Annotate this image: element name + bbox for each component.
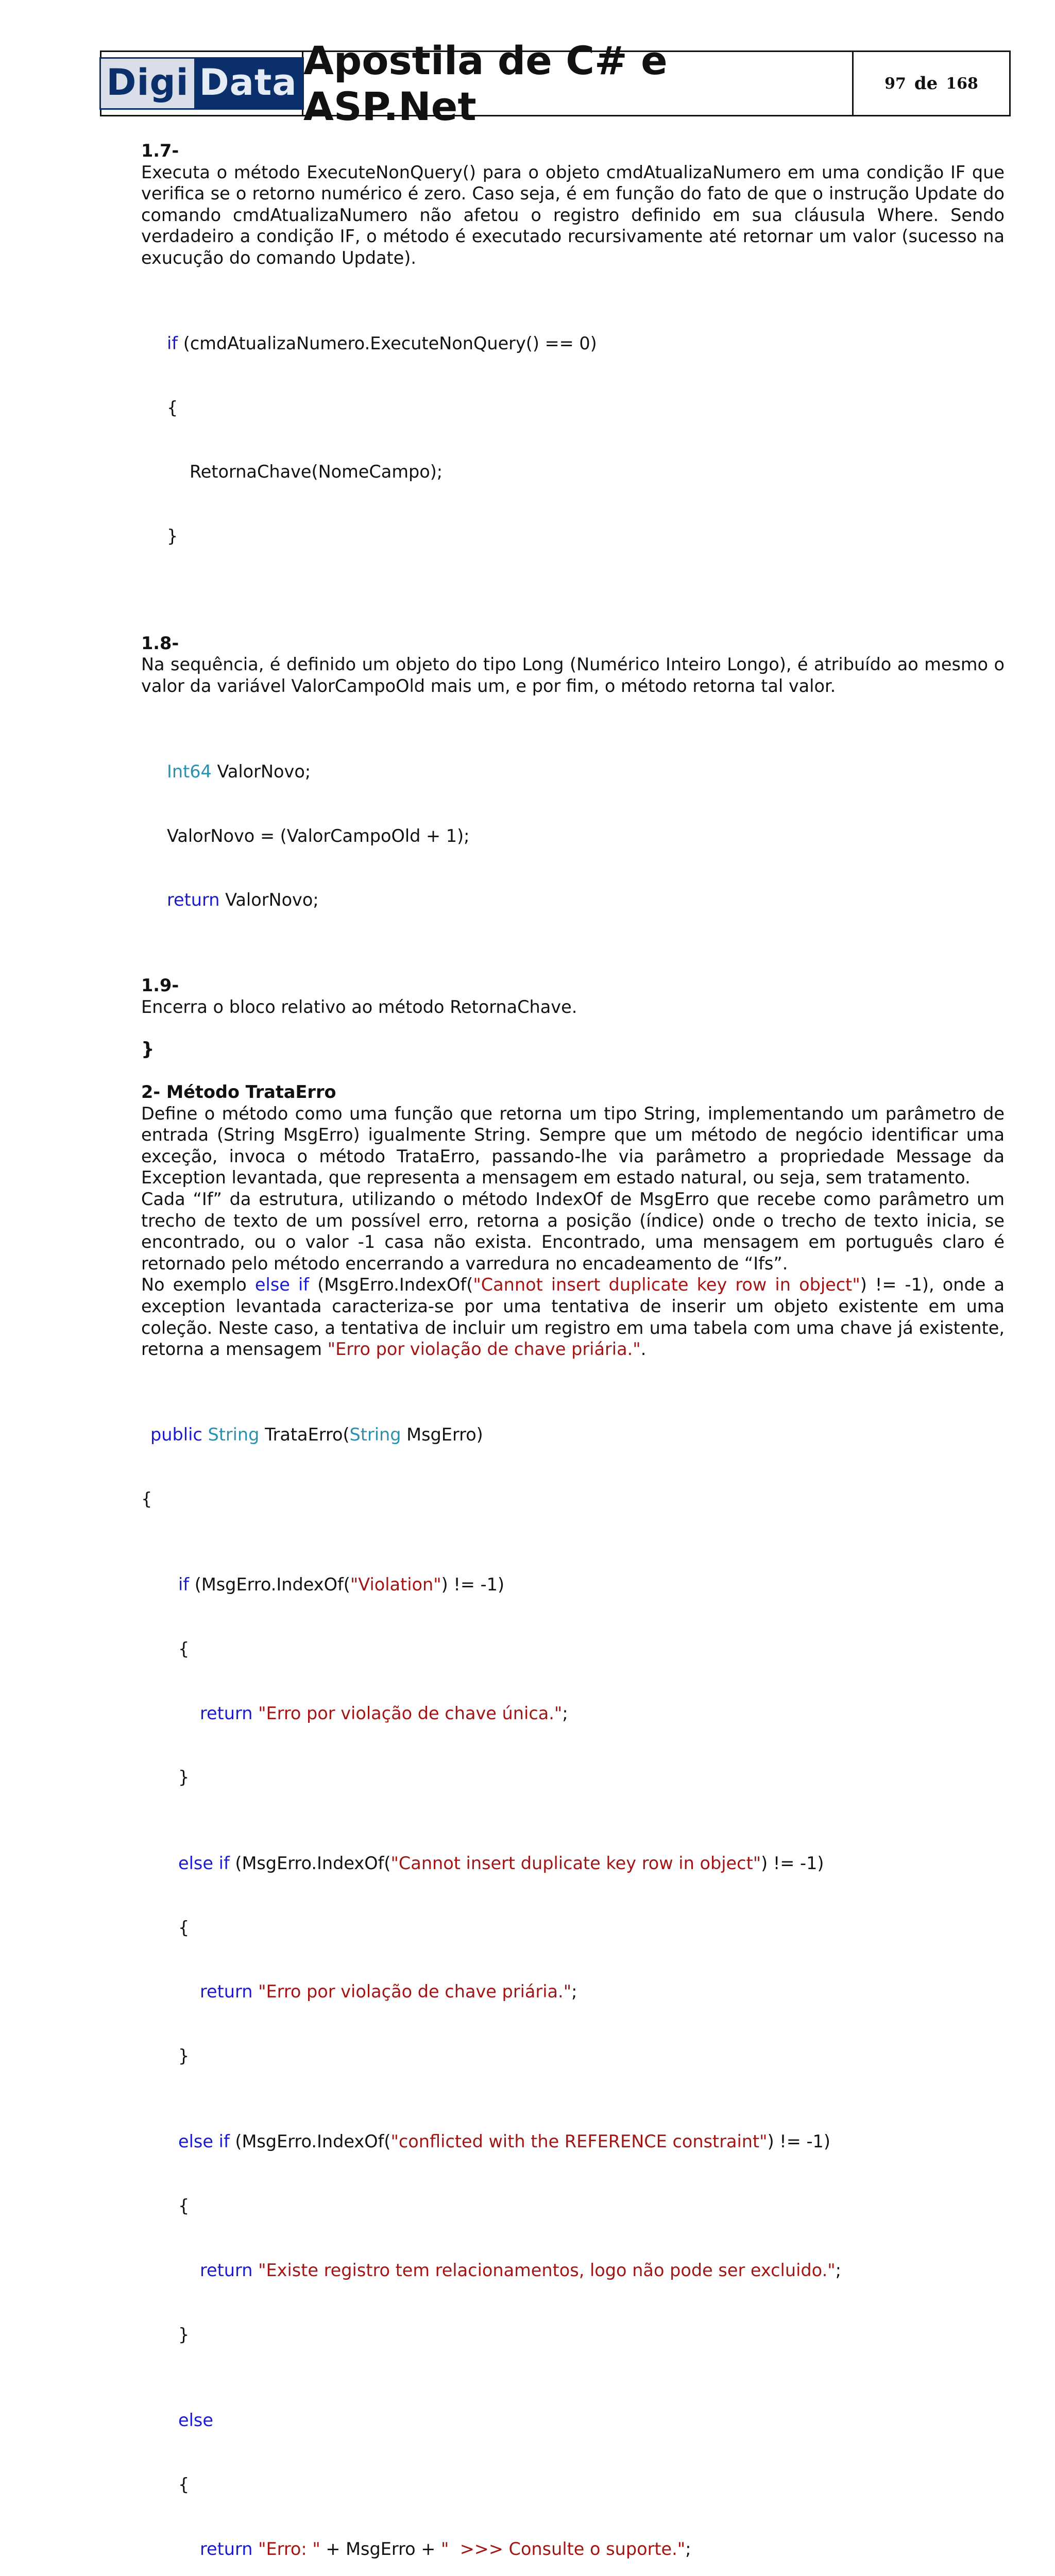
- section-1-7-paragraph: Executa o método ExecuteNonQuery() para o objeto cmdAtualizaNumero em uma condição IF que verifica se o retorno numérico é zero. Caso seja, é em função do fato de que o instrução Update do comando cmdAtualizaNumero não afetou o registro definido em sua cláusula Where. Sendo verdadeiro a condição IF, o método é executado recursivamente até retornar um valor (sucesso na exucução do comando Update).: [141, 162, 1005, 268]
- section-2-paragraph-2: Cada “If” da estrutura, utilizando o método IndexOf de MsgErro que recebe como parâmetro um trecho de texto de um possível erro, retorna a posição (índice) onde o trecho de texto inicia, se encontrado, ou o valor -1 casa não exista. Encontrado, uma mensagem em português claro é retornado pelo método encerrando a varredura no encadeamento de “Ifs”.: [141, 1189, 1005, 1274]
- code-line: [141, 2131, 1005, 2153]
- code-line: }: [178, 1767, 190, 1788]
- code-keyword: return: [167, 890, 220, 910]
- text: .: [640, 1339, 646, 1360]
- inline-string: "Erro por violação de chave priária.": [327, 1339, 641, 1360]
- section-1-9-heading: 1.9-: [141, 975, 179, 996]
- section-1-8-paragraph: Na sequência, é definido um objeto do tipo Long (Numérico Inteiro Longo), é atribuído ao mesmo o valor da variável ValorCampoOld mais um, e por fim, o método retorna tal valor.: [141, 654, 1005, 697]
- code-line: [141, 2410, 1005, 2431]
- page-current: 97: [884, 74, 906, 93]
- text: ) != -1), onde a exception levantada caracteriza-se por uma tentativa de inserir um objeto existente em uma coleção. Neste caso, a tentativa de incluir um registro em uma tabela com uma chave já existente, retorna a mensagem: [141, 1275, 1005, 1360]
- document-title: Apostila de C# e ASP.Net: [303, 38, 668, 129]
- code-line: {: [141, 1488, 152, 1509]
- section-2-heading: 2- Método TrataErro: [141, 1081, 336, 1102]
- code-keyword: else if: [178, 2131, 230, 2152]
- code-text: + MsgErro +: [320, 2538, 441, 2559]
- code-line: [141, 1981, 1005, 2003]
- code-line: {: [178, 2474, 190, 2495]
- code-line: [141, 2538, 1005, 2560]
- code-text: ;: [685, 2538, 691, 2559]
- code-line: [141, 2260, 1005, 2281]
- code-keyword: if: [178, 1574, 190, 1595]
- code-keyword: return: [200, 1703, 253, 1723]
- page-de: de: [914, 73, 938, 94]
- code-text: MsgErro): [401, 1424, 483, 1445]
- code-block-1-8: [141, 718, 1005, 954]
- digidata-logo: [99, 57, 303, 110]
- code-keyword: else if: [178, 1853, 230, 1873]
- section-1-8-heading: 1.8-: [141, 633, 179, 653]
- code-string: "Existe registro tem relacionamentos, logo não pode ser excluido.": [258, 2260, 836, 2281]
- code-line: [167, 761, 1005, 783]
- code-keyword: public: [150, 1424, 202, 1445]
- section-1-9-paragraph: Encerra o bloco relativo ao método RetornaChave.: [141, 996, 577, 1017]
- code-line: [141, 1574, 1005, 1596]
- code-string: " >>> Consulte o suporte.": [440, 2538, 686, 2559]
- code-text: (MsgErro.IndexOf(: [189, 1574, 350, 1595]
- code-text: TrataErro(: [259, 1424, 350, 1445]
- closing-brace: }: [141, 1039, 155, 1060]
- code-text: (cmdAtualizaNumero.ExecuteNonQuery() == 0): [178, 333, 597, 353]
- inline-string: "Cannot insert duplicate key row in object": [473, 1275, 860, 1295]
- code-string: "Violation": [350, 1574, 441, 1595]
- code-keyword: return: [200, 1981, 253, 2002]
- code-string: "Erro por violação de chave única.": [258, 1703, 563, 1723]
- page-content: [141, 140, 1005, 2576]
- code-text: ;: [835, 2260, 841, 2281]
- code-keyword: if: [167, 333, 178, 353]
- code-string: "Cannot insert duplicate key row in object": [390, 1853, 761, 1873]
- code-line: [141, 1853, 1005, 1874]
- page-header: [100, 38, 1011, 129]
- code-line: RetornaChave(NomeCampo);: [190, 462, 443, 482]
- code-line: {: [167, 397, 178, 418]
- code-text: ) != -1): [761, 1853, 824, 1873]
- code-line: {: [178, 1638, 190, 1659]
- code-line: {: [178, 2196, 190, 2216]
- code-text: ;: [562, 1703, 568, 1723]
- code-line: }: [178, 2324, 190, 2345]
- logo-text-digi: Digi: [101, 59, 194, 108]
- code-keyword: else: [178, 2410, 213, 2431]
- section-2-paragraph-1: Define o método como uma função que retorna um tipo String, implementando um parâmetro de entrada (String MsgErro) igualmente String. Sempre que um método de negócio identificar uma exceção, invoca o método TrataErro, passando-lhe via parâmetro a propriedade Message da Exception levantada, que representa a mensagem em estado natural, ou seja, sem tratamento.: [141, 1103, 1005, 1188]
- text: No exemplo: [141, 1275, 255, 1295]
- code-string: "conflicted with the REFERENCE constraint": [390, 2131, 768, 2152]
- inline-keyword: else if: [254, 1275, 310, 1295]
- code-string: "Erro: ": [258, 2538, 320, 2559]
- code-text: ;: [571, 1981, 577, 2002]
- code-line: {: [178, 1917, 190, 1938]
- code-type: String: [208, 1424, 260, 1445]
- section-2-paragraph-3: [141, 1274, 1005, 1360]
- code-text: ValorNovo;: [219, 890, 319, 910]
- code-line: [167, 333, 1005, 354]
- code-text: ValorNovo;: [211, 761, 311, 782]
- code-block-trataerro: [141, 1381, 1005, 2576]
- section-1-7-heading: 1.7-: [141, 141, 179, 161]
- code-type: Int64: [167, 761, 212, 782]
- code-keyword: return: [200, 2538, 253, 2559]
- code-text: ) != -1): [441, 1574, 505, 1595]
- title-cell: [303, 38, 854, 129]
- code-line: }: [167, 526, 178, 547]
- code-text: ) != -1): [767, 2131, 830, 2152]
- logo-cell: [101, 52, 303, 115]
- code-text: (MsgErro.IndexOf(: [229, 2131, 391, 2152]
- code-string: "Erro por violação de chave priária.": [258, 1981, 572, 2002]
- logo-text-data: Data: [194, 59, 302, 108]
- code-line: ValorNovo = (ValorCampoOld + 1);: [167, 825, 470, 846]
- code-keyword: return: [200, 2260, 253, 2281]
- code-type: String: [349, 1424, 401, 1445]
- code-line: [141, 1424, 1005, 1446]
- page-number: [854, 52, 1009, 115]
- text: (MsgErro.IndexOf(: [309, 1275, 473, 1295]
- code-line: [141, 1703, 1005, 1724]
- code-block-1-7: [141, 290, 1005, 590]
- page-total: 168: [946, 74, 978, 93]
- code-line: [167, 889, 1005, 911]
- code-line: }: [178, 2046, 190, 2066]
- code-text: (MsgErro.IndexOf(: [229, 1853, 391, 1873]
